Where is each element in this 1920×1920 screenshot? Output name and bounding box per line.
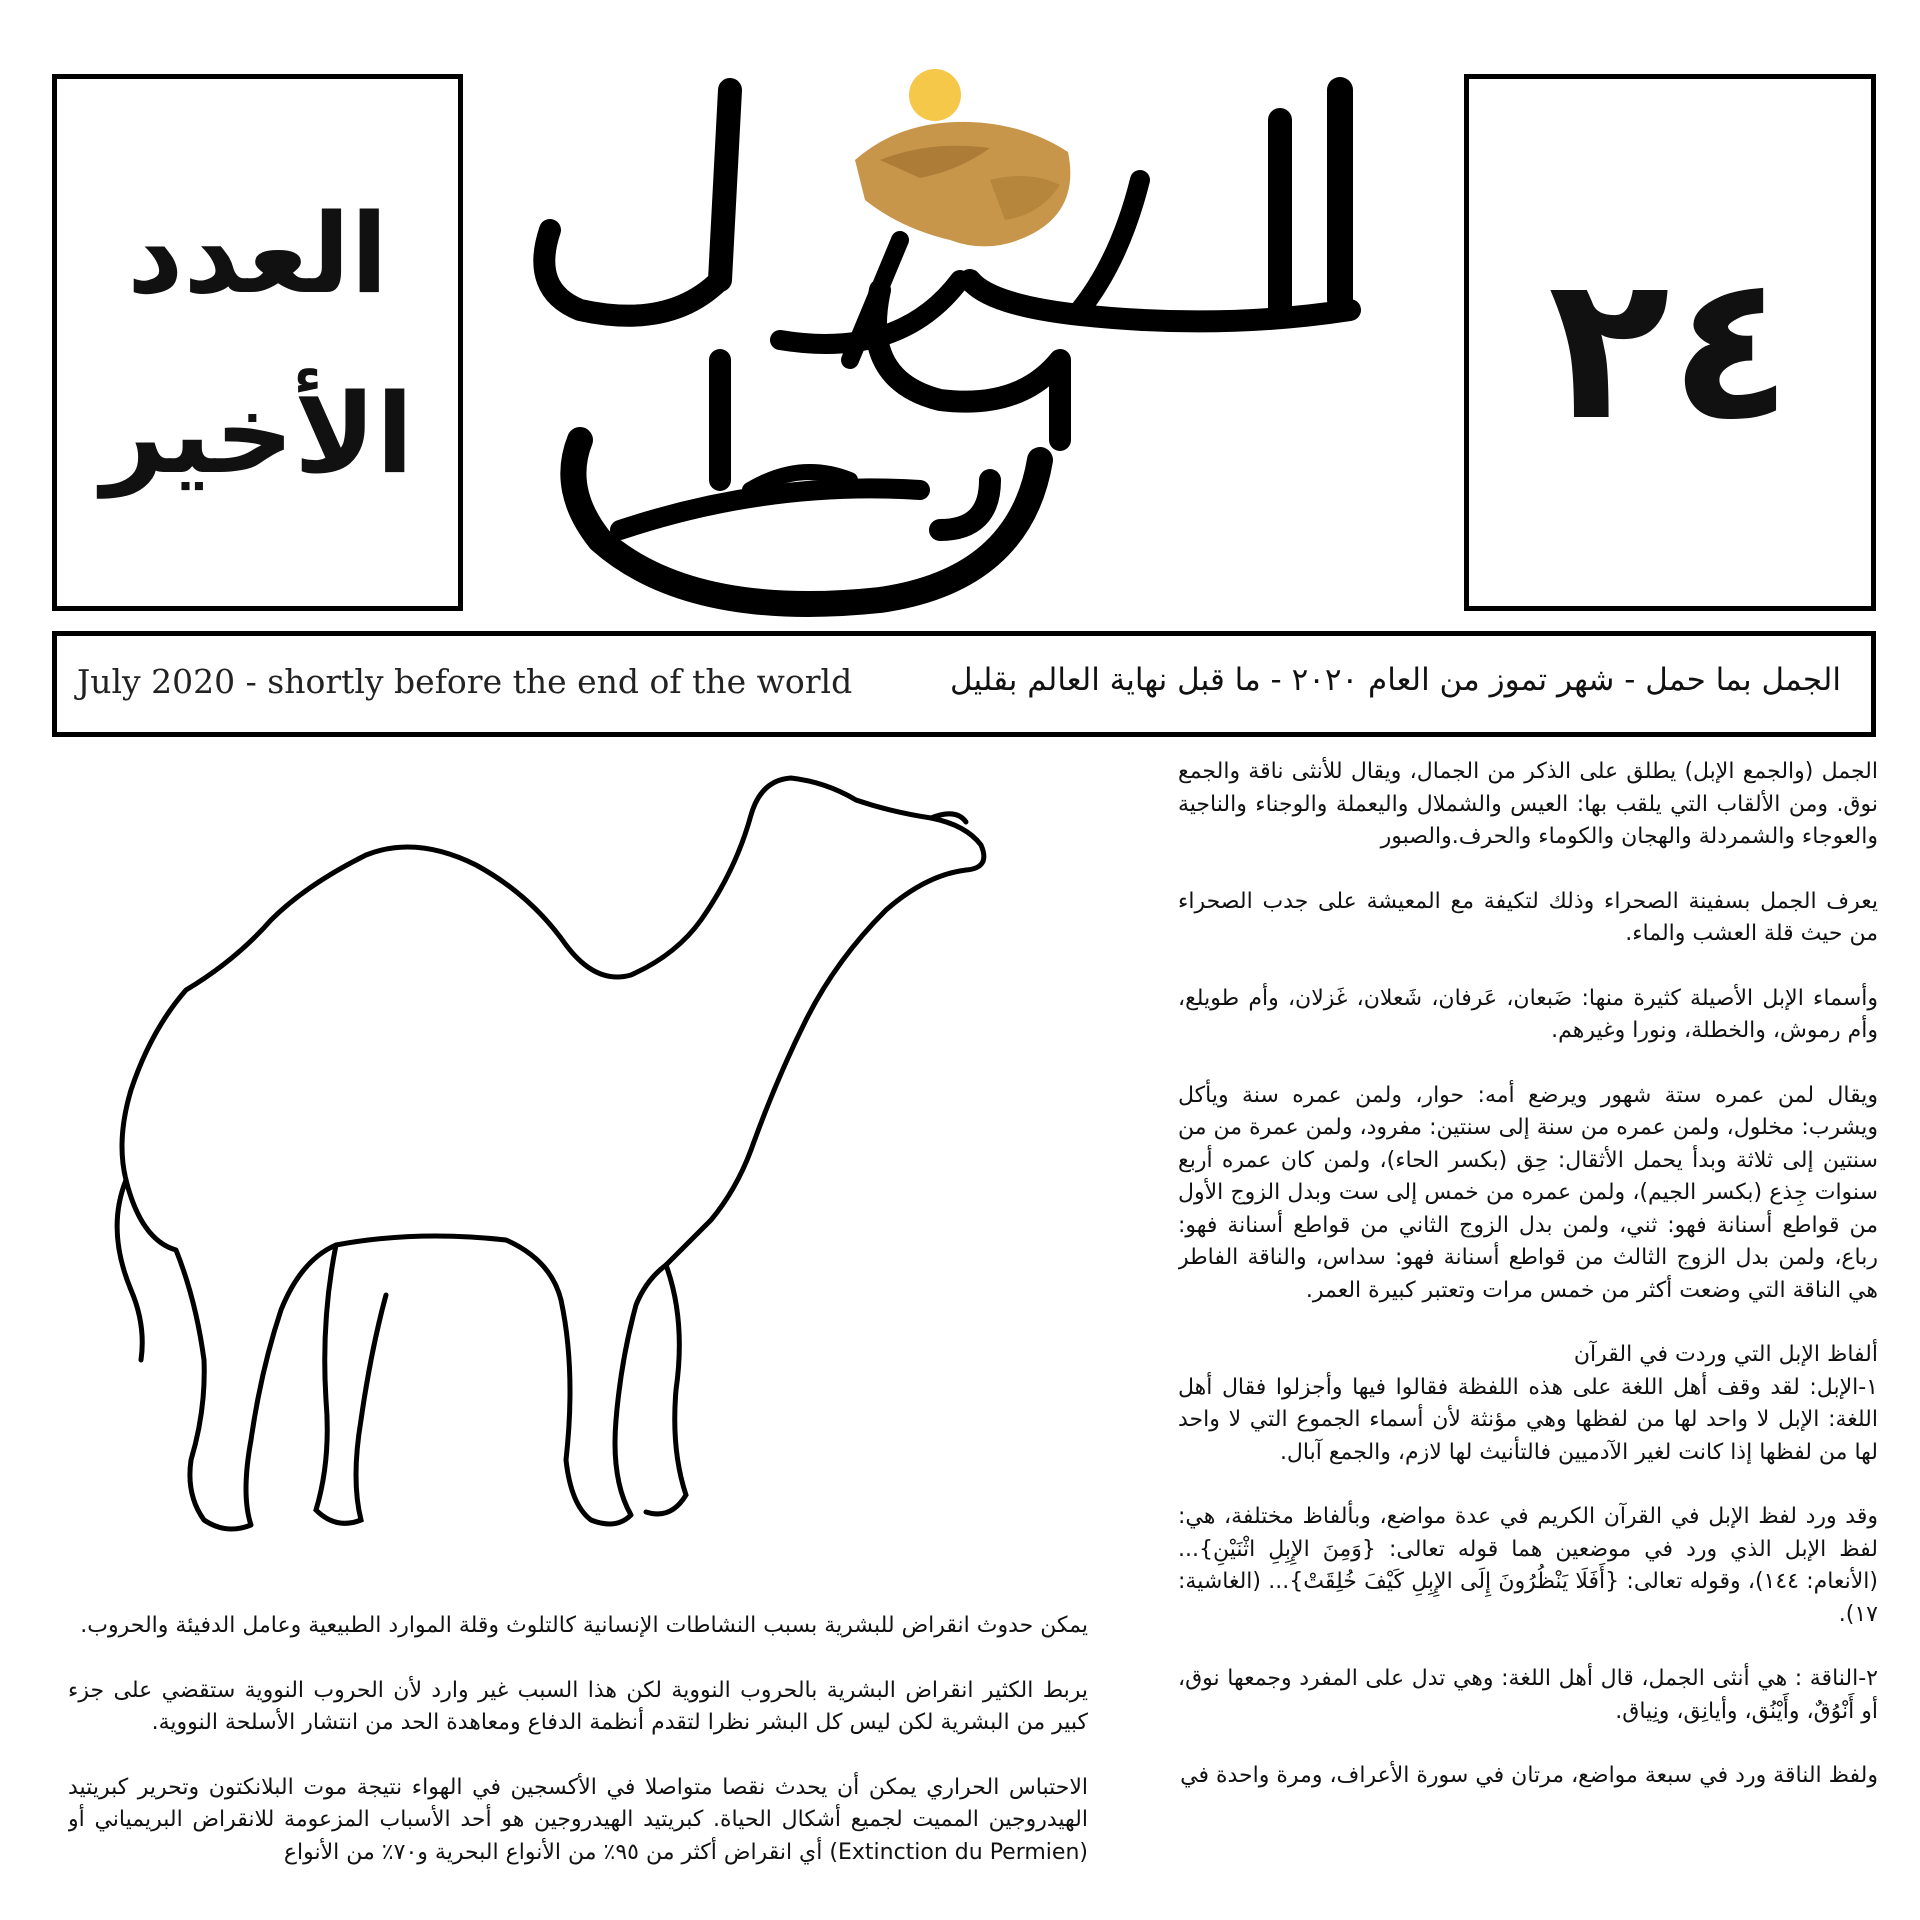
paragraph: ولفظ الناقة ورد في سبعة مواضع، مرتان في سورة الأعراف، ومرة واحدة في	[1180, 1763, 1878, 1788]
article-column-right	[1178, 756, 1878, 1916]
paragraph: الاحتباس الحراري يمكن أن يحدث نقصا متواصلا في الأكسجين في الهواء نتيجة موت البلانكتون وتحرير كبريتيد الهيدروجين المميت لجميع أشكال الحياة. كبريتيد الهيدروجين هو أحد الأسباب المزعومة للانقراض البريمياني أو (Extinction du Permien) أي انقراض أكثر من ٩٥٪ من الأنواع البحرية و٧٠٪ من الأنواع	[68, 1774, 1088, 1865]
sun-icon	[909, 69, 961, 121]
article-column-left	[68, 1610, 1088, 1910]
date-arabic: الجمل بما حمل - شهر تموز من العام ٢٠٢٠ - ما قبل نهاية العالم بقليل	[950, 662, 1841, 698]
date-english: July 2020 - shortly before the end of the world	[77, 662, 853, 701]
masthead-title: الجمل	[970, 650, 973, 651]
date-bar	[52, 631, 1876, 737]
section-heading: ألفاظ الإبل التي وردت في القرآن	[1573, 1342, 1878, 1367]
paragraph: وأسماء الإبل الأصيلة كثيرة منها: ضَبعان، عَرفان، شَعلان، غَزلان، وأم طويلع، وأم رموش، والخطلة، ونورا وغيرهم.	[1178, 985, 1878, 1043]
paragraph: ١-الإبل: لقد وقف أهل اللغة على هذه اللفظة فقالوا فيها وأجزلوا فقال أهل اللغة: الإبل لا واحد لها من لفظها وهي مؤنثة لأن أسماء الجموع التي لا واحد لها من لفظها إذا كانت لغير الآدميين فالتأنيث لها لازم، والجمع آبال.	[1178, 1374, 1878, 1465]
paragraph: وقد ورد لفظ الإبل في القرآن الكريم في عدة مواضع، وبألفاظ مختلفة، هي: لفظ الإبل الذي ورد في موضعين هما قوله تعالى: {وَمِنَ الإِبِلِ اثْنَيْنِ}... (الأنعام: ١٤٤)، وقوله تعالى: {أَفَلَا يَنْظُرُونَ إِلَى الإِبِلِ كَيْفَ خُلِقَتْ}... (الغاشية: ١٧).	[1178, 1504, 1878, 1627]
masthead-logo	[520, 60, 1420, 660]
paragraph: ويقال لمن عمره ستة شهور ويرضع أمه: حوار، ولمن عمره سنة ويأكل ويشرب: مخلول، ولمن عمره من سنة إلى سنتين: مفرود، ولمن عمرة من من سنتين إلى ثلاثة وبدأ يحمل الأثقال: حِق (بكسر الحاء)، ولمن كان عمره أربع سنوات جِذع (بكسر الجيم)، ولمن عمره من خمس إلى ست وبدل الزوج الأول من قواطع أسنانة فهو: ثني، ولمن بدل الزوج الثاني من قواطع أسنانة فهو: رباع، ولمن بدل الزوج الثالث من قواطع أسنانة فهو: سداس، والناقة الفاطر هي الناقة التي وضعت أكثر من خمس مرات وتعتبر كبيرة العمر.	[1178, 1082, 1878, 1303]
issue-number-box	[1464, 74, 1876, 611]
paragraph: يعرف الجمل بسفينة الصحراء وذلك لتكيفة مع المعيشة على جدب الصحراء من حيث قلة العشب والماء.	[1178, 888, 1878, 946]
issue-number: ٢٤	[1547, 232, 1793, 465]
issue-label-line2: الأخير	[101, 370, 414, 498]
paragraph: ٢-الناقة : هي أنثى الجمل، قال أهل اللغة: وهي تدل على المفرد وجمعها نوق، أو أَنْوُقٌ، وأَيْنُق، وأيانِق، ونِياق.	[1178, 1666, 1878, 1724]
paragraph: يمكن حدوث انقراض للبشرية بسبب النشاطات الإنسانية كالتلوث وقلة الموارد الطبيعية وعامل الدفيئة والحروب.	[80, 1613, 1088, 1638]
camel-outline-icon	[86, 760, 1136, 1560]
issue-label-line1: العدد	[126, 190, 389, 318]
paragraph: يربط الكثير انقراض البشرية بالحروب النووية لكن هذا السبب غير وارد لأن الحروب النووية ستقضي على جزء كبير من البشرية لكن ليس كل البشر نظرا لتقدم أنظمة الدفاع ومعاهدة الحد من انتشار الأسلحة النووية.	[68, 1677, 1088, 1735]
issue-label-box	[52, 74, 463, 611]
dunes-icon	[855, 122, 1070, 247]
paragraph: الجمل (والجمع الإبل) يطلق على الذكر من الجمال، ويقال للأنثى ناقة والجمع نوق. ومن الألقاب التي يلقب بها: العيس والشملال واليعملة والوجناء والناجية والعوجاء والشمردلة والهجان والكوماء والحرف.والصبور	[1178, 759, 1878, 849]
